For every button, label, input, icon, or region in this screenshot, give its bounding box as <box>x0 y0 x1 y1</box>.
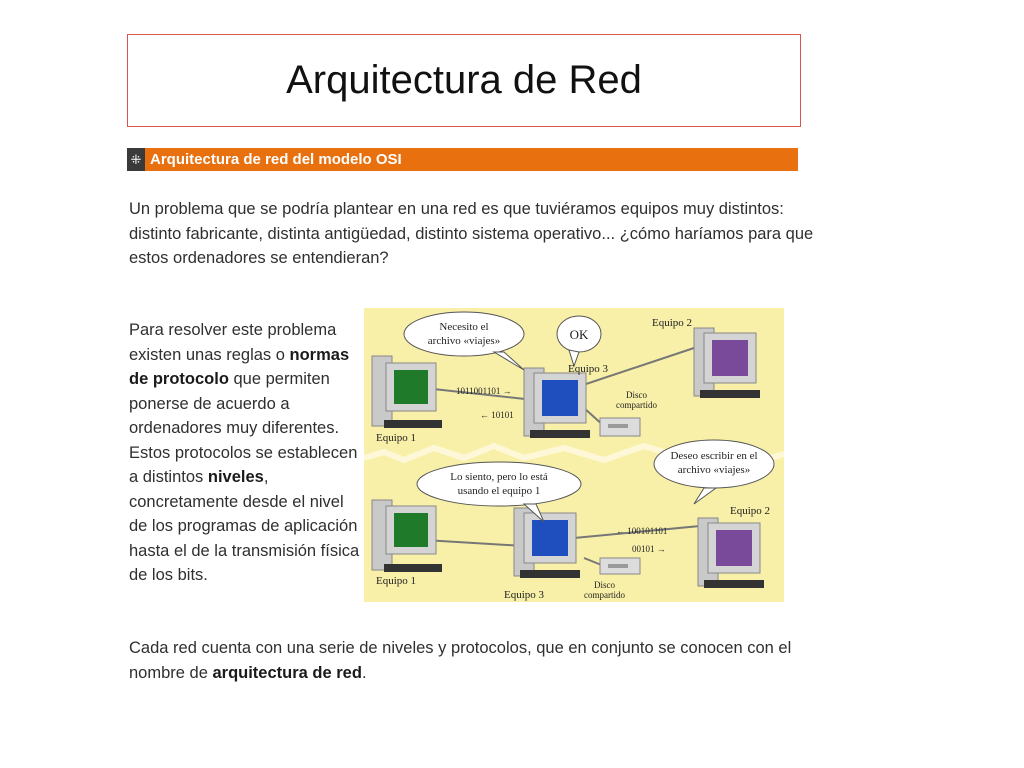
explanation-bold-protocol: normas de protocolo <box>129 345 350 388</box>
computer-label: Equipo 2 <box>652 317 693 329</box>
bubble-text: Deseo escribir en el <box>670 450 758 462</box>
section-header-bar <box>127 148 798 171</box>
closing-bold-architecture: arquitectura de red <box>212 663 362 682</box>
closing-text-2: . <box>361 663 367 682</box>
disk-label: compartido <box>584 590 625 600</box>
network-illustration <box>364 308 784 602</box>
computer-label: Equipo 2 <box>730 505 771 517</box>
bubble-text: Necesito el <box>439 321 489 333</box>
bits-label: 00101 → <box>632 544 666 554</box>
computer-label: Equipo 3 <box>568 363 609 375</box>
closing-paragraph <box>129 636 809 685</box>
slide-title: Arquitectura de Red <box>286 58 642 102</box>
computer-label: Equipo 1 <box>376 432 417 444</box>
explanation-text-2: que permiten ponerse de acuerdo a ordenadores muy diferentes. Estos protocolos se establecen a distintos <box>129 370 358 486</box>
explanation-bold-levels: niveles <box>207 468 264 486</box>
explanation-text-3: , concretamente desde el nivel de los programas de aplicación hasta el de la transmisión física de los bits. <box>129 468 360 584</box>
speech-bubble <box>417 462 581 506</box>
bits-label: 1011001101 → <box>456 386 512 396</box>
explanation-text-1: Para resolver este problema existen unas reglas o <box>129 321 337 364</box>
disk-label: Disco <box>626 390 647 400</box>
explanation-paragraph <box>129 318 365 588</box>
closing-text-1: Cada red cuenta con una serie de niveles y protocolos, que en conjunto se conocen con el nombre de <box>129 639 792 682</box>
computer-label: Equipo 3 <box>504 589 545 601</box>
section-heading: Arquitectura de red del modelo OSI <box>150 151 402 168</box>
disk-label: compartido <box>616 400 657 410</box>
speech-bubble <box>404 312 524 356</box>
bubble-text: Lo siento, pero lo está <box>450 471 548 483</box>
intro-paragraph: Un problema que se podría plantear en una red es que tuviéramos equipos muy distintos: distinto fabricante, distinta antigüedad, distinto sistema operativo... ¿cómo haríamos para que estos ordenadores se entendieran? <box>129 200 814 267</box>
slide-title-box <box>127 34 801 127</box>
disk-icon <box>600 418 640 436</box>
disk-icon <box>600 558 640 574</box>
bubble-text: archivo «viajes» <box>677 464 751 476</box>
computer-label: Equipo 1 <box>376 575 417 587</box>
bits-label: ← 100101101 <box>616 526 668 536</box>
bits-label: ← 10101 <box>480 410 514 420</box>
grid-dots-icon: ⁜ <box>127 148 145 171</box>
bubble-text: OK <box>569 327 589 342</box>
bubble-text: archivo «viajes» <box>427 335 501 347</box>
disk-label: Disco <box>594 580 615 590</box>
bubble-text: usando el equipo 1 <box>457 485 541 497</box>
